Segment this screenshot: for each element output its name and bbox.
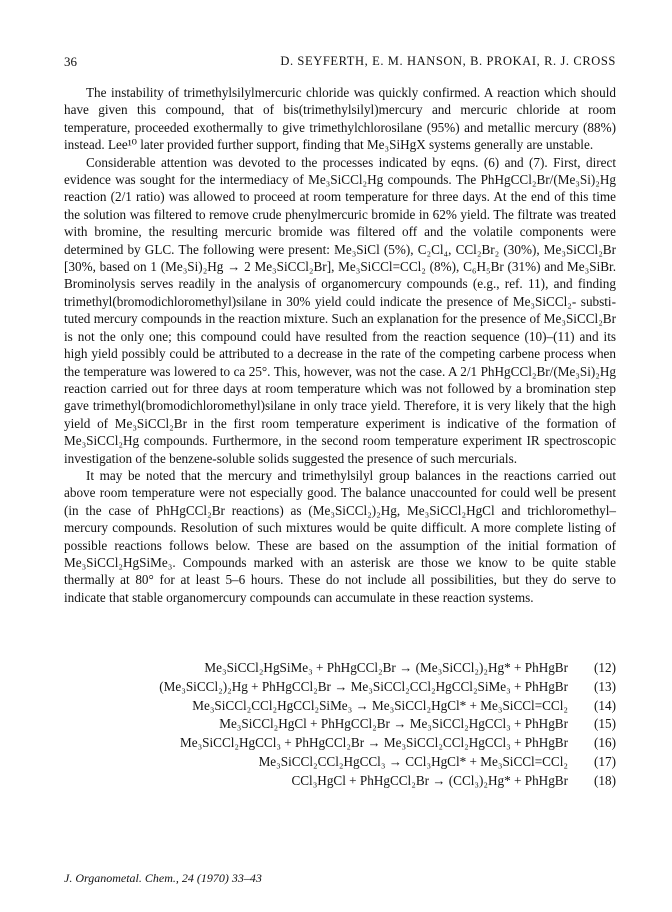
equation-number: (12) [594, 660, 616, 675]
equation-text: Me₃SiCCl₂HgCl + PhHgCCl₂Br → Me₃SiCCl₂HgCCl₃ + PhHgBr [219, 716, 568, 732]
page-number: 36 [64, 54, 77, 69]
equation-number: (14) [594, 697, 616, 713]
equation-text: Me₃SiCCl₂HgCCl₃ + PhHgCCl₂Br → Me₃SiCCl₂CCl₂HgCCl₃ + PhHgBr [179, 735, 568, 751]
running-head-authors: D. SEYFERTH, E. M. HANSON, B. PROKAI, R. J. CROSS [280, 54, 616, 68]
equation-row [64, 772, 616, 791]
equation-row [64, 697, 616, 716]
equation-text: Me₃SiCCl₂CCl₂HgCCl₂SiMe₃ → Me₃SiCCl₂HgCl* + Me₃SiCCl=CCl₂ [192, 697, 568, 713]
equation-text: Me₃SiCCl₂CCl₂HgCCl₃ → CCl₃HgCl* + Me₃SiCCl=CCl₂ [258, 753, 568, 769]
body-text [64, 84, 616, 606]
paragraph-instability: The instability of trimethylsilylmercuric chloride was quickly confirmed. A reaction which should have given this compound, that of bis(trimethylsilyl)mercury and mercuric chloride at room temperature, proceeded exothermally to give trimethylchlorosilane (95%) and metallic mercury (88%) instead. Lee¹⁰ later provided further support, finding that Me₃SiHgX systems generally are unstable. [64, 85, 616, 153]
equation-number: (16) [594, 735, 616, 751]
journal-citation: J. Organometal. Chem., 24 (1970) 33–43 [64, 871, 262, 885]
page-header [64, 54, 616, 74]
paragraph-mechanism-evidence: Considerable attention was devoted to the processes indicated by eqns. (6) and (7). First, direct evidence was sought for the intermediacy of Me₃SiCCl₂Hg compounds. The PhHgCCl₂Br/(Me₃Si)₂Hg reaction (2/1 ratio) was allowed to proceed at room temperature for three days. At the end of this time the solution was filtered to remove crude phenylmercuric bromide in 62% yield. The filtrate was treated with bromine, the resulting mercuric bromide was filtered off and the volatile components were determined by GLC. The following were present: Me₃SiCl (5%), C₂Cl₄, CCl₂Br₂ (30%), Me₃SiCCl₂Br [30%, based on 1 (Me₃Si)₂Hg → 2 Me₃SiCCl₂Br], Me₃SiCCl=CCl₂ (8%), C₆H₅Br (31%) and Me₃SiBr. Brominolysis serves readily in the analysis of organomercury compounds (e.g., ref. 11), and finding trimethyl(bromodichloromethyl)silane in 30% yield could indicate the presence of Me₃SiCCl₂- substituted mercury compounds in the reaction mixture. Such an explanation for the presence of Me₃SiCCl₂Br is not the only one; this compound could have resulted from the reaction sequence (10)–(11) and its high yield possibly could be attributed to a decrease in the rate of the competing carbene process when the temperature was lowered to ca 25°. This, however, was not the case. A 2/1 PhHgCCl₂Br/(Me₃Si)₂Hg reaction carried out for three days at room temperature which was not followed by a bromination step gave trimethyl(bromodichloromethyl)silane in only trace yield. Therefore, it is very likely that the high yield of Me₃SiCCl₂Br in the first room temperature experiment is indicative of the formation of Me₃SiCCl₂Hg compounds. Furthermore, in the second room temperature experiment IR spectroscopic investigation of the benzene-soluble solids suggested the presence of such mercurials. [64, 154, 616, 466]
equation-number: (13) [594, 678, 616, 694]
equation-row [64, 659, 616, 678]
equation-row [64, 753, 616, 772]
equation-text: (Me₃SiCCl₂)₂Hg + PhHgCCl₂Br → Me₃SiCCl₂CCl₂HgCCl₂SiMe₃ + PhHgBr [159, 678, 568, 694]
equation-number: (17) [594, 753, 616, 769]
equation-text: Me₃SiCCl₂HgSiMe₃ + PhHgCCl₂Br → (Me₃SiCCl₂)₂Hg* + PhHgBr [204, 660, 568, 675]
reaction-equations [64, 659, 616, 791]
equation-row [64, 715, 616, 734]
equation-text: CCl₃HgCl + PhHgCCl₂Br → (CCl₃)₂Hg* + PhHgBr [291, 772, 568, 788]
equation-number: (18) [594, 772, 616, 788]
equation-row [64, 734, 616, 753]
equation-number: (15) [594, 716, 616, 732]
paragraph-balances: It may be noted that the mercury and trimethylsilyl group balances in the reactions carried out above room temperature were not especially good. The balance unaccounted for could well be present (in the case of PhHgCCl₂Br reactions) as (Me₃SiCCl₂)₂Hg, Me₃SiCCl₂HgCl and trichloromethyl–mercury compounds. Resolution of such mixtures would be quite difficult. A more complete listing of possible reactions follows below. These are based on the assumption of the initial formation of Me₃SiCCl₂HgSiMe₃. Compounds marked with an asterisk are those we know to be quite stable thermally at 80° for at least 5–6 hours. These do not include all possibilities, but they do serve to indicate that stable organomercury compounds can accumulate in these reaction systems. [64, 467, 616, 605]
equation-row [64, 678, 616, 697]
journal-citation-footer [64, 871, 262, 886]
